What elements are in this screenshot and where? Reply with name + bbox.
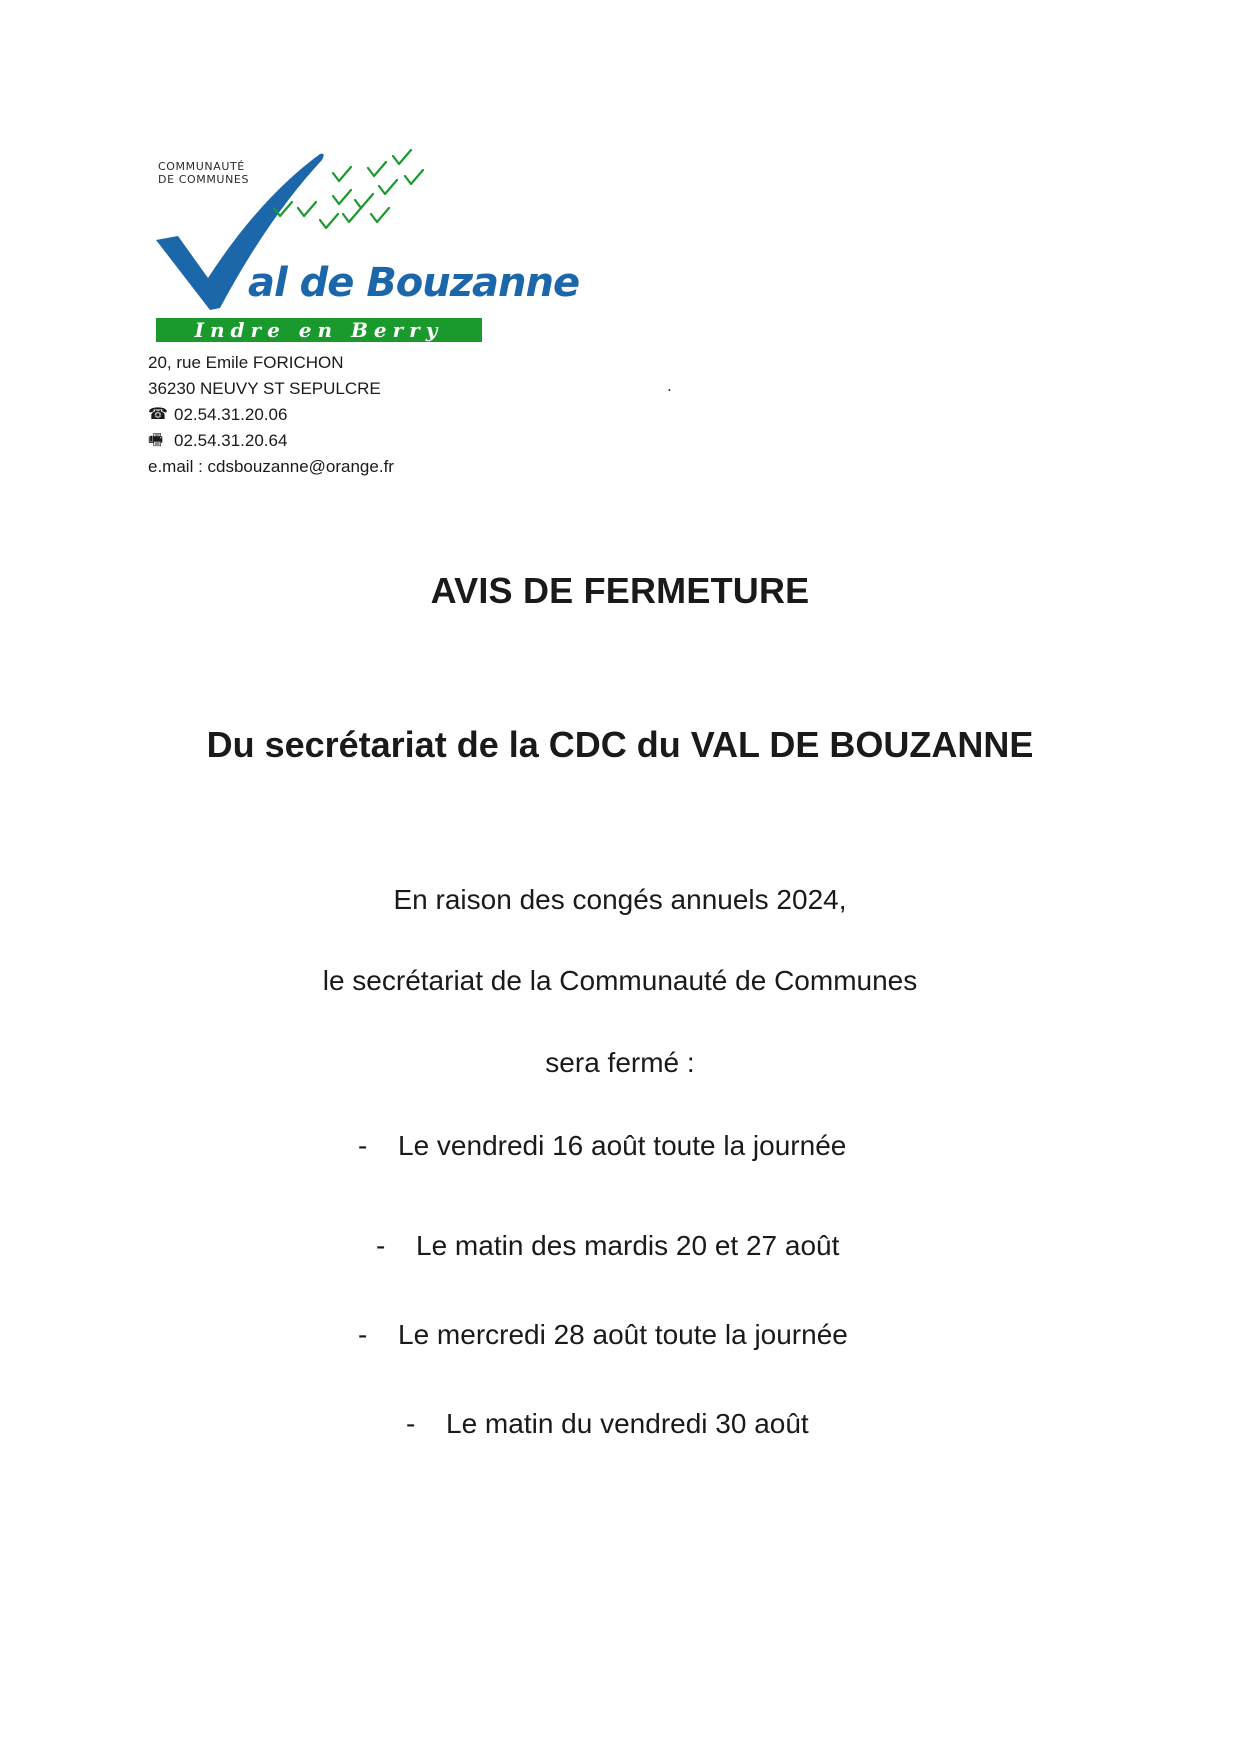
bullet-marker: - <box>358 1130 368 1161</box>
bullet-marker: - <box>376 1230 386 1261</box>
notice-line-1: En raison des congés annuels 2024, <box>393 884 847 915</box>
phone-number: 02.54.31.20.06 <box>174 405 288 424</box>
fax-number: 02.54.31.20.64 <box>174 431 288 450</box>
closure-item <box>358 1319 848 1351</box>
closure-text: Le mercredi 28 août toute la journée <box>398 1319 848 1350</box>
logo-caption <box>158 160 249 186</box>
logo-caption-line2: DE COMMUNES <box>158 173 250 186</box>
notice-title: AVIS DE FERMETURE <box>430 570 810 611</box>
address-phone-row <box>148 402 394 428</box>
address-fax-row <box>148 428 394 454</box>
notice-subtitle: Du secrétariat de la CDC du VAL DE BOUZANNE <box>206 724 1034 765</box>
closure-item <box>358 1130 846 1162</box>
stray-mark: . <box>667 376 672 395</box>
notice-line-2: le secrétariat de la Communauté de Communes <box>322 965 918 996</box>
logo-caption-line1: COMMUNAUTÉ <box>158 160 245 173</box>
logo <box>150 148 580 344</box>
logo-band: Indre en Berry <box>156 318 482 342</box>
closure-text: Le vendredi 16 août toute la journée <box>398 1130 847 1161</box>
closure-text: Le matin des mardis 20 et 27 août <box>416 1230 840 1261</box>
closure-text: Le matin du vendredi 30 août <box>446 1408 809 1439</box>
address-email: e.mail : cdsbouzanne@orange.fr <box>148 457 394 476</box>
bullet-marker: - <box>358 1319 368 1350</box>
notice-line-3: sera fermé : <box>545 1047 695 1078</box>
telephone-icon: ☎ <box>148 406 168 423</box>
closure-item <box>406 1408 809 1440</box>
address-street: 20, rue Emile FORICHON <box>148 353 344 372</box>
address-block <box>148 350 394 480</box>
bullet-marker: - <box>406 1408 416 1439</box>
closure-item <box>376 1230 839 1262</box>
fax-icon: 🖷 <box>148 432 164 449</box>
logo-name: al de Bouzanne <box>248 260 580 306</box>
address-city: 36230 NEUVY ST SEPULCRE <box>148 379 381 398</box>
